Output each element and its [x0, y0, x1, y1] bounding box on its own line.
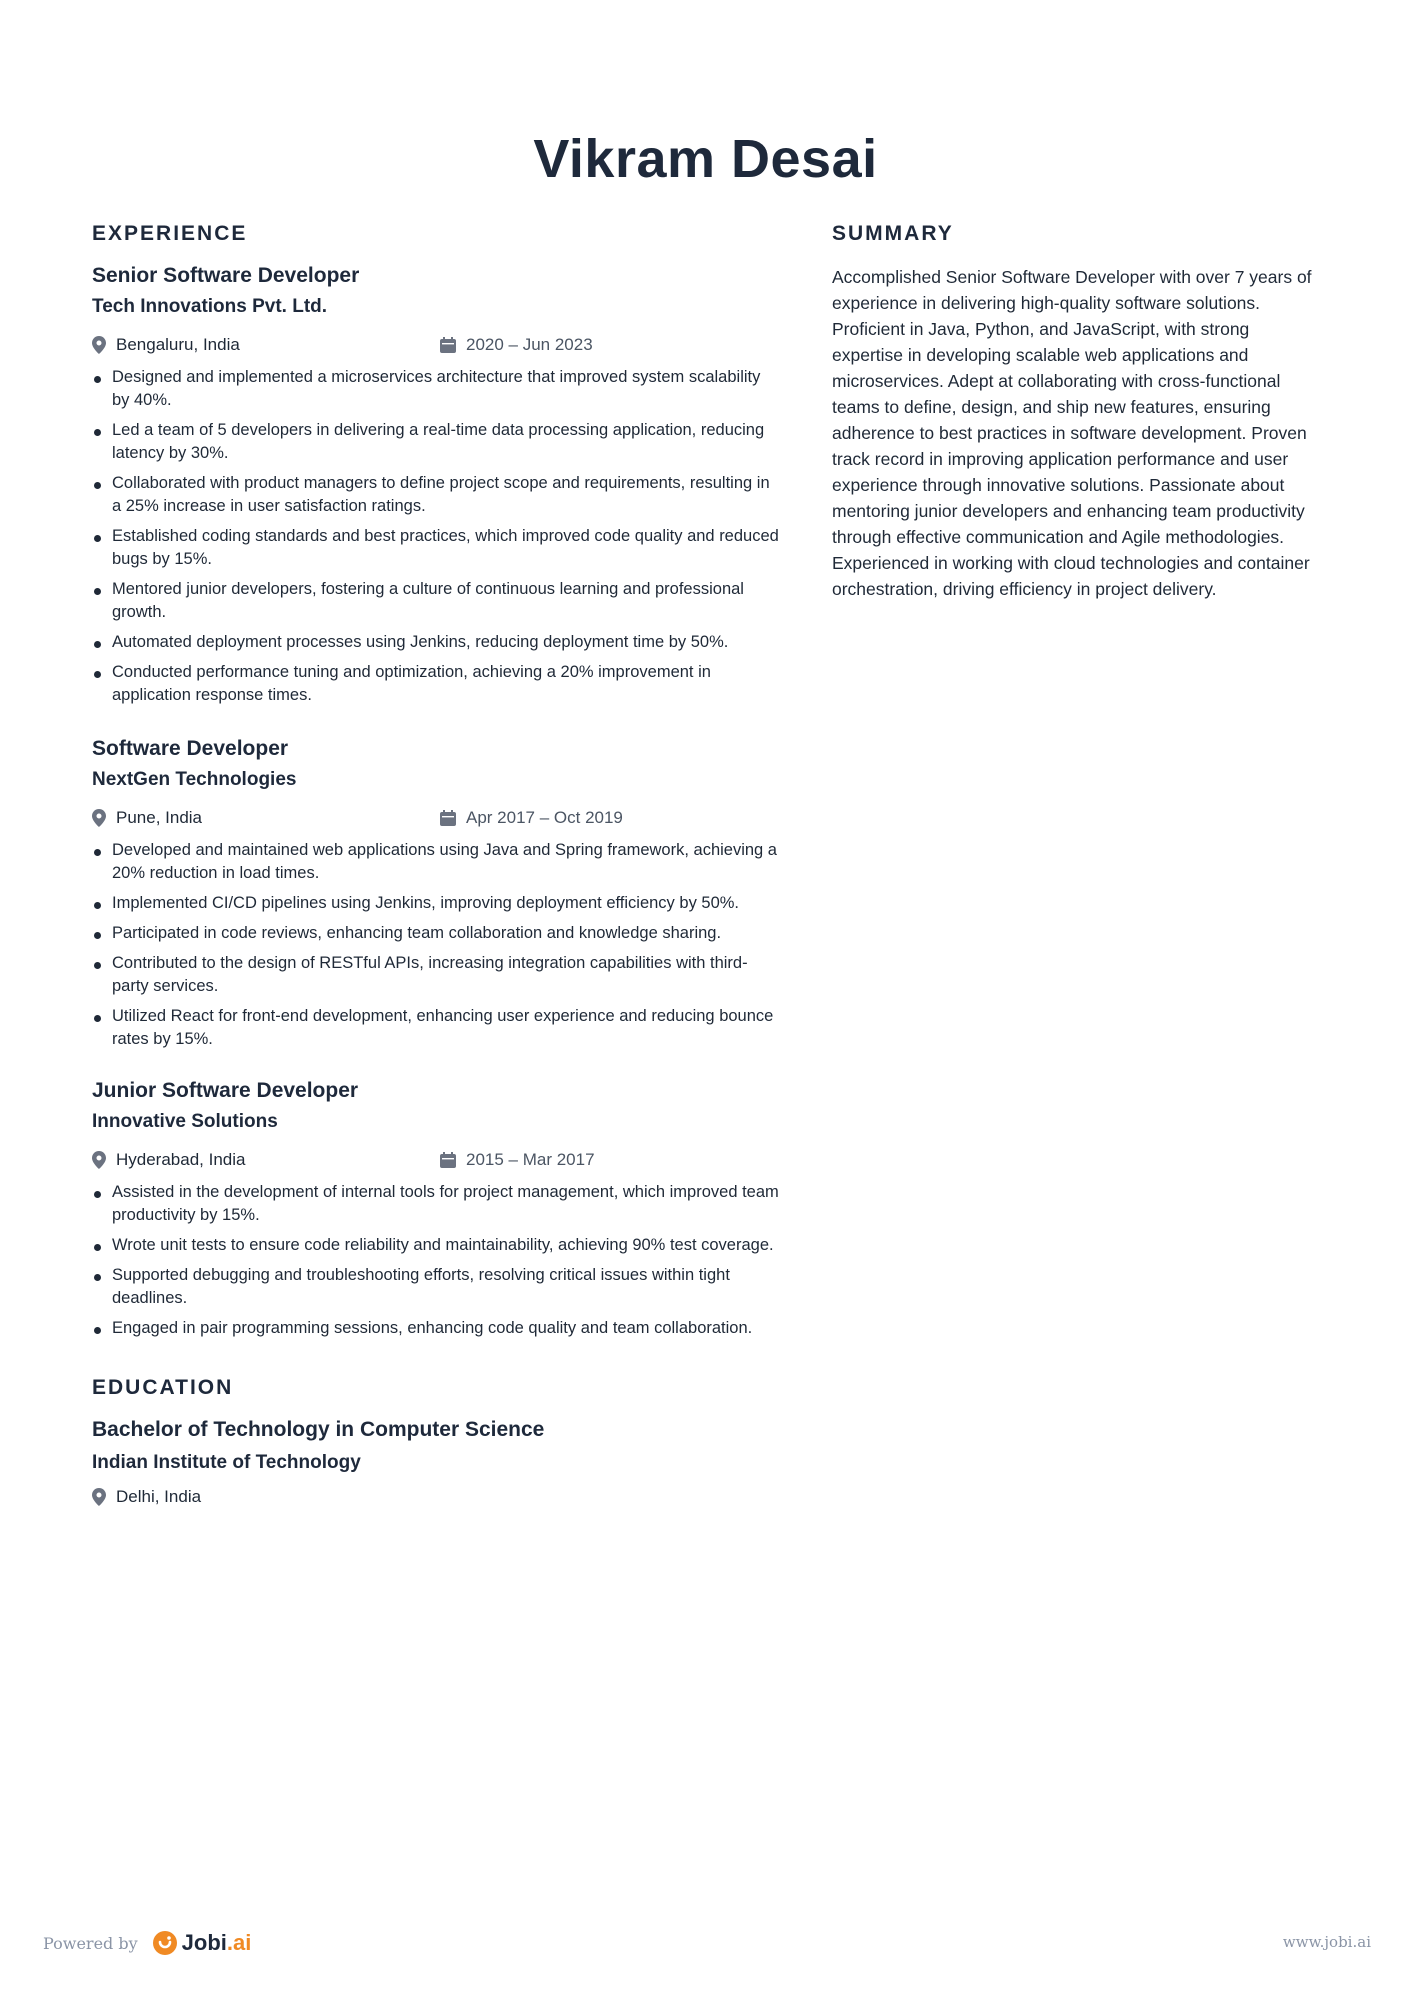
- job-dates-text: Apr 2017 – Oct 2019: [466, 808, 623, 827]
- logo-suffix-text: .ai: [226, 1930, 252, 1955]
- job-dates: [440, 808, 623, 828]
- job-company: Tech Innovations Pvt. Ltd.: [92, 296, 328, 317]
- job-bullets: [92, 839, 782, 1051]
- job-entry: [92, 737, 782, 1051]
- job-location-text: Pune, India: [116, 808, 203, 827]
- job-location: [92, 808, 440, 828]
- footer-powered-by: [43, 1930, 251, 1956]
- summary-text: Accomplished Senior Software Developer with over 7 years of experience in delivering high-quality software solutions. Proficient in Java, Python, and JavaScript, with strong expertise in developing scalable web applications and microservices. Adept at collaborating with cross-functional teams to define, design, and ship new features, ensuring adherence to best practices in software development. Proven track record in improving application performance and user experience through innovative solutions. Passionate about mentoring junior developers and enhancing team productivity through effective communication and Agile methodologies. Experienced in working with cloud technologies and container orchestration, driving efficiency in project delivery.: [832, 267, 1312, 599]
- job-location-text: Hyderabad, India: [116, 1150, 246, 1169]
- right-column: [832, 222, 1324, 602]
- list-item: Engaged in pair programming sessions, enhancing code quality and team collaboration.: [92, 1317, 782, 1340]
- education-degree: Bachelor of Technology in Computer Science: [92, 1418, 545, 1441]
- list-item: Participated in code reviews, enhancing team collaboration and knowledge sharing.: [92, 922, 782, 945]
- list-item: Collaborated with product managers to define project scope and requirements, resulting in a 25% increase in user satisfaction ratings.: [92, 472, 782, 518]
- job-dates-text: 2020 – Jun 2023: [466, 335, 593, 354]
- left-column: [92, 222, 782, 1518]
- map-pin-icon: [92, 809, 106, 827]
- logo-main-text: Jobi: [181, 1930, 227, 1955]
- calendar-icon: [440, 337, 456, 353]
- list-item: Supported debugging and troubleshooting efforts, resolving critical issues within tight deadlines.: [92, 1264, 782, 1310]
- jobi-logo[interactable]: [152, 1930, 252, 1956]
- job-location-text: Bengaluru, India: [116, 335, 240, 354]
- list-item: Mentored junior developers, fostering a culture of continuous learning and professional growth.: [92, 578, 782, 624]
- education-location-text: Delhi, India: [116, 1487, 202, 1506]
- job-meta: [92, 1147, 782, 1173]
- calendar-icon: [440, 1152, 456, 1168]
- list-item: Automated deployment processes using Jenkins, reducing deployment time by 50%.: [92, 631, 782, 654]
- list-item: Contributed to the design of RESTful APIs, increasing integration capabilities with third-party services.: [92, 952, 782, 998]
- list-item: Assisted in the development of internal tools for project management, which improved team productivity by 15%.: [92, 1181, 782, 1227]
- list-item: Implemented CI/CD pipelines using Jenkins, improving deployment efficiency by 50%.: [92, 892, 782, 915]
- map-pin-icon: [92, 1151, 106, 1169]
- job-dates-text: 2015 – Mar 2017: [466, 1150, 595, 1169]
- job-title: Junior Software Developer: [92, 1079, 359, 1102]
- calendar-icon: [440, 810, 456, 826]
- job-entry: [92, 264, 782, 707]
- job-dates: [440, 1150, 595, 1170]
- list-item: Led a team of 5 developers in delivering a real-time data processing application, reducing latency by 30%.: [92, 419, 782, 465]
- education-meta: [92, 1484, 782, 1510]
- job-location: [92, 335, 440, 355]
- jobi-logo-icon: [152, 1930, 178, 1956]
- job-bullets: [92, 1181, 782, 1340]
- job-dates: [440, 335, 593, 355]
- education-school: Indian Institute of Technology: [92, 1452, 361, 1473]
- list-item: Designed and implemented a microservices architecture that improved system scalability by 40%.: [92, 366, 782, 412]
- powered-by-text: Powered by: [43, 1933, 138, 1953]
- job-title: Senior Software Developer: [92, 264, 360, 287]
- candidate-name: Vikram Desai: [533, 129, 878, 189]
- job-company: Innovative Solutions: [92, 1111, 278, 1132]
- job-meta: [92, 332, 782, 358]
- education-section: [92, 1376, 782, 1510]
- list-item: Utilized React for front-end development, enhancing user experience and reducing bounce rates by 15%.: [92, 1005, 782, 1051]
- job-location: [92, 1150, 440, 1170]
- job-meta: [92, 805, 782, 831]
- job-entry: [92, 1079, 782, 1340]
- map-pin-icon: [92, 336, 106, 354]
- job-title: Software Developer: [92, 737, 289, 760]
- summary-heading: SUMMARY: [832, 222, 954, 245]
- job-bullets: [92, 366, 782, 707]
- list-item: Conducted performance tuning and optimization, achieving a 20% improvement in application response times.: [92, 661, 782, 707]
- list-item: Established coding standards and best practices, which improved code quality and reduced bugs by 15%.: [92, 525, 782, 571]
- footer-url[interactable]: www.jobi.ai: [1282, 1933, 1371, 1951]
- experience-heading: EXPERIENCE: [92, 222, 248, 245]
- map-pin-icon: [92, 1488, 106, 1506]
- education-heading: EDUCATION: [92, 1376, 234, 1399]
- job-company: NextGen Technologies: [92, 769, 297, 790]
- list-item: Wrote unit tests to ensure code reliability and maintainability, achieving 90% test coverage.: [92, 1234, 782, 1257]
- list-item: Developed and maintained web applications using Java and Spring framework, achieving a 20% reduction in load times.: [92, 839, 782, 885]
- education-location: [92, 1487, 440, 1507]
